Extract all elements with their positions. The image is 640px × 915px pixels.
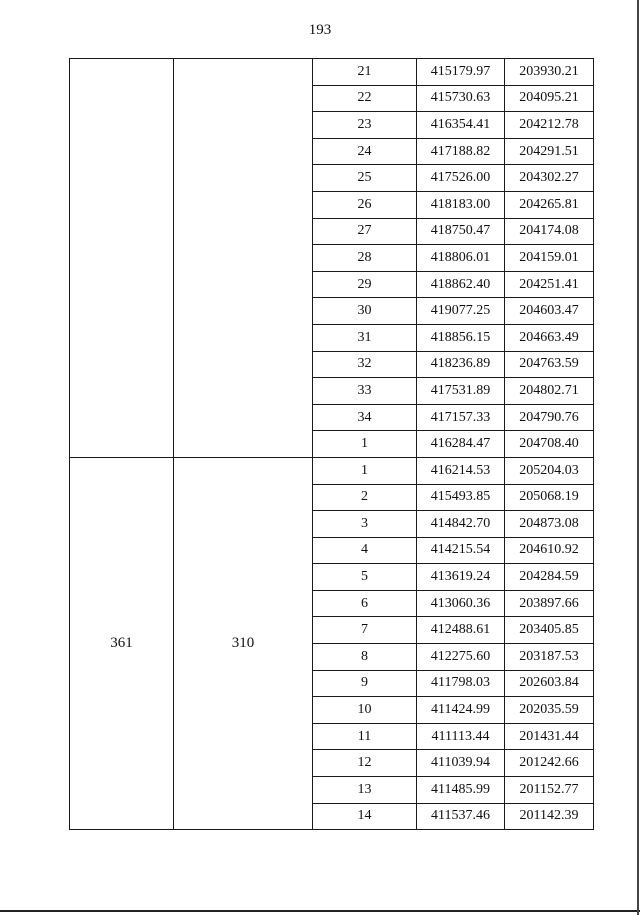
y-coordinate-cell: 201152.77 <box>505 777 594 804</box>
x-coordinate-cell: 415179.97 <box>417 59 505 86</box>
y-coordinate-cell: 204291.51 <box>505 138 594 165</box>
x-coordinate-cell: 417526.00 <box>417 165 505 192</box>
y-coordinate-cell: 205068.19 <box>505 484 594 511</box>
x-coordinate-cell: 416214.53 <box>417 457 505 484</box>
point-number-cell: 34 <box>313 404 417 431</box>
table-row <box>70 59 594 86</box>
point-number-cell: 12 <box>313 750 417 777</box>
y-coordinate-cell: 201431.44 <box>505 723 594 750</box>
point-number-cell: 30 <box>313 298 417 325</box>
point-number-cell: 4 <box>313 537 417 564</box>
group-number-cell: 361 <box>70 457 174 829</box>
x-coordinate-cell: 415730.63 <box>417 85 505 112</box>
point-number-cell: 3 <box>313 511 417 538</box>
point-number-cell: 6 <box>313 590 417 617</box>
y-coordinate-cell: 204174.08 <box>505 218 594 245</box>
x-coordinate-cell: 411424.99 <box>417 697 505 724</box>
page-number: 193 <box>308 22 332 38</box>
y-coordinate-cell: 203187.53 <box>505 644 594 671</box>
coordinates-table <box>69 58 594 830</box>
x-coordinate-cell: 414215.54 <box>417 537 505 564</box>
table-row <box>70 457 594 484</box>
x-coordinate-cell: 419077.25 <box>417 298 505 325</box>
y-coordinate-cell: 205204.03 <box>505 457 594 484</box>
y-coordinate-cell: 202603.84 <box>505 670 594 697</box>
point-number-cell: 33 <box>313 378 417 405</box>
x-coordinate-cell: 417157.33 <box>417 404 505 431</box>
x-coordinate-cell: 418183.00 <box>417 191 505 218</box>
y-coordinate-cell: 204159.01 <box>505 245 594 272</box>
y-coordinate-cell: 204095.21 <box>505 85 594 112</box>
x-coordinate-cell: 418862.40 <box>417 271 505 298</box>
x-coordinate-cell: 411485.99 <box>417 777 505 804</box>
point-number-cell: 26 <box>313 191 417 218</box>
point-number-cell: 8 <box>313 644 417 671</box>
y-coordinate-cell: 204284.59 <box>505 564 594 591</box>
y-coordinate-cell: 203405.85 <box>505 617 594 644</box>
group-number-cell <box>70 59 174 458</box>
x-coordinate-cell: 418236.89 <box>417 351 505 378</box>
x-coordinate-cell: 412275.60 <box>417 644 505 671</box>
y-coordinate-cell: 204790.76 <box>505 404 594 431</box>
x-coordinate-cell: 413060.36 <box>417 590 505 617</box>
x-coordinate-cell: 418750.47 <box>417 218 505 245</box>
point-number-cell: 24 <box>313 138 417 165</box>
x-coordinate-cell: 418806.01 <box>417 245 505 272</box>
y-coordinate-cell: 203930.21 <box>505 59 594 86</box>
y-coordinate-cell: 201242.66 <box>505 750 594 777</box>
y-coordinate-cell: 204802.71 <box>505 378 594 405</box>
y-coordinate-cell: 204212.78 <box>505 112 594 139</box>
y-coordinate-cell: 204873.08 <box>505 511 594 538</box>
point-number-cell: 23 <box>313 112 417 139</box>
y-coordinate-cell: 204265.81 <box>505 191 594 218</box>
parcel-number-cell <box>174 59 313 458</box>
point-number-cell: 14 <box>313 803 417 830</box>
x-coordinate-cell: 418856.15 <box>417 324 505 351</box>
point-number-cell: 13 <box>313 777 417 804</box>
x-coordinate-cell: 411537.46 <box>417 803 505 830</box>
point-number-cell: 7 <box>313 617 417 644</box>
x-coordinate-cell: 413619.24 <box>417 564 505 591</box>
x-coordinate-cell: 411798.03 <box>417 670 505 697</box>
y-coordinate-cell: 201142.39 <box>505 803 594 830</box>
point-number-cell: 21 <box>313 59 417 86</box>
point-number-cell: 28 <box>313 245 417 272</box>
point-number-cell: 29 <box>313 271 417 298</box>
y-coordinate-cell: 204302.27 <box>505 165 594 192</box>
y-coordinate-cell: 204603.47 <box>505 298 594 325</box>
point-number-cell: 9 <box>313 670 417 697</box>
point-number-cell: 1 <box>313 457 417 484</box>
x-coordinate-cell: 417531.89 <box>417 378 505 405</box>
page-edge-bottom <box>0 910 640 912</box>
parcel-number-cell: 310 <box>174 457 313 829</box>
y-coordinate-cell: 204251.41 <box>505 271 594 298</box>
point-number-cell: 32 <box>313 351 417 378</box>
y-coordinate-cell: 204708.40 <box>505 431 594 458</box>
point-number-cell: 10 <box>313 697 417 724</box>
x-coordinate-cell: 415493.85 <box>417 484 505 511</box>
point-number-cell: 22 <box>313 85 417 112</box>
point-number-cell: 1 <box>313 431 417 458</box>
y-coordinate-cell: 202035.59 <box>505 697 594 724</box>
x-coordinate-cell: 414842.70 <box>417 511 505 538</box>
y-coordinate-cell: 204663.49 <box>505 324 594 351</box>
x-coordinate-cell: 412488.61 <box>417 617 505 644</box>
x-coordinate-cell: 416354.41 <box>417 112 505 139</box>
point-number-cell: 31 <box>313 324 417 351</box>
y-coordinate-cell: 203897.66 <box>505 590 594 617</box>
x-coordinate-cell: 411113.44 <box>417 723 505 750</box>
point-number-cell: 2 <box>313 484 417 511</box>
page-edge-right <box>637 0 639 915</box>
x-coordinate-cell: 417188.82 <box>417 138 505 165</box>
x-coordinate-cell: 416284.47 <box>417 431 505 458</box>
point-number-cell: 5 <box>313 564 417 591</box>
point-number-cell: 27 <box>313 218 417 245</box>
y-coordinate-cell: 204610.92 <box>505 537 594 564</box>
y-coordinate-cell: 204763.59 <box>505 351 594 378</box>
x-coordinate-cell: 411039.94 <box>417 750 505 777</box>
point-number-cell: 25 <box>313 165 417 192</box>
point-number-cell: 11 <box>313 723 417 750</box>
